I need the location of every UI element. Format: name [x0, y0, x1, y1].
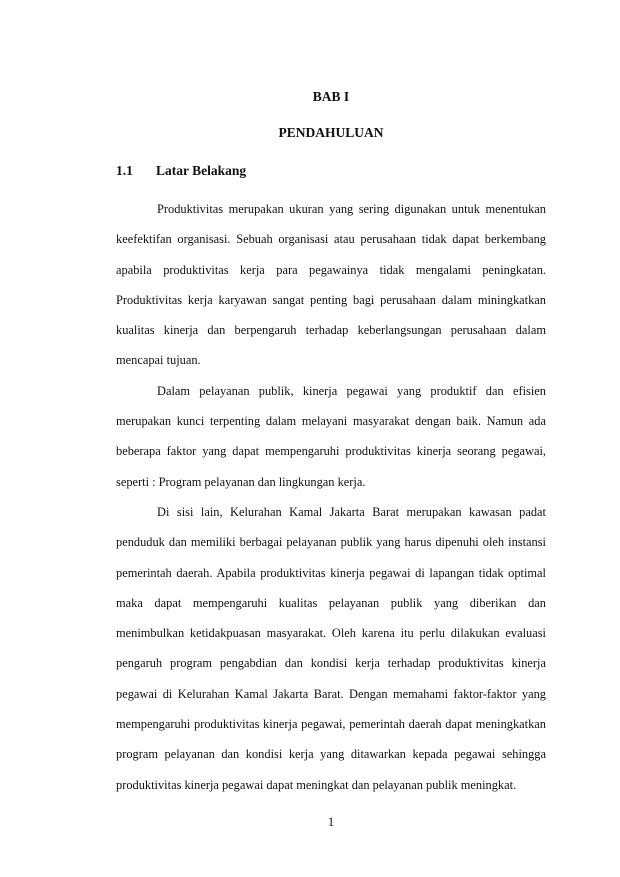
- chapter-heading: BAB I: [312, 89, 350, 104]
- page-number: 1: [327, 815, 335, 829]
- paragraph: Produktivitas merupakan ukuran yang sering digunakan untuk menentukan keefektifan organisasi. Sebuah organisasi atau perusahaan tidak dapat berkembang apabila produktivitas kerja para pegawainya tidak mengalami peningkatan. Produktivitas kerja karyawan sangat penting bagi perusahaan dalam miningkatkan kualitas kinerja dan berpengaruh terhadap keberlangsungan perusahaan dalam mencapai tujuan.: [116, 202, 546, 368]
- body-text: [116, 194, 546, 800]
- section-number: 1.1: [116, 163, 133, 178]
- paragraph: Di sisi lain, Kelurahan Kamal Jakarta Barat merupakan kawasan padat penduduk dan memiliki berbagai pelayanan publik yang harus dipenuhi oleh instansi pemerintah daerah. Apabila produktivitas kinerja pegawai di lapangan tidak optimal maka dapat mempengaruhi kualitas pelayanan publik yang diberikan dan menimbulkan ketidakpuasan masyarakat. Oleh karena itu perlu dilakukan evaluasi pengaruh program pengabdian dan kondisi kerja terhadap produktivitas kinerja pegawai di Kelurahan Kamal Jakarta Barat. Dengan memahami faktor-faktor yang mempengaruhi produktivitas kinerja pegawai, pemerintah daerah dapat meningkatkan program pelayanan dan kondisi kerja yang ditawarkan kepada pegawai sehingga produktivitas kinerja pegawai dapat meningkat dan pelayanan publik meningkat.: [116, 504, 546, 792]
- chapter-title: PENDAHULUAN: [278, 125, 384, 140]
- paragraph: Dalam pelayanan publik, kinerja pegawai yang produktif dan efisien merupakan kunci terpenting dalam melayani masyarakat dengan baik. Namun ada beberapa faktor yang dapat mempengaruhi produktivitas kinerja seorang pegawai, seperti : Program pelayanan dan lingkungan kerja.: [116, 383, 546, 489]
- section-heading: [116, 163, 246, 179]
- section-title: Latar Belakang: [156, 163, 247, 178]
